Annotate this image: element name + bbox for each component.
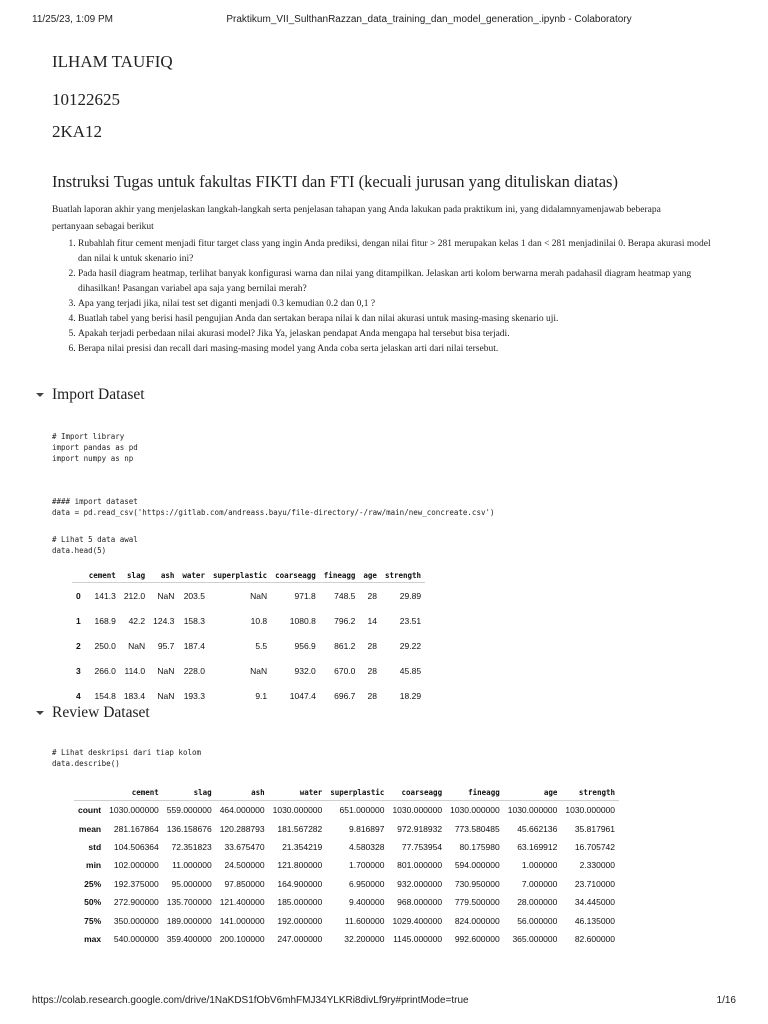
code-cell-import-dataset[interactable]: #### import dataset data = pd.read_csv('https://gitlab.com/andreass.bayu/file-directory/-/raw/main/new_concreate.csv') [52, 497, 495, 517]
task-item: 2. Pada hasil diagram heatmap, terlihat banyak konfigurasi warna dan nilai yang ditampilkan. Jelaskan arti kolom berwarna merah padahasil diagram heatmap yang dihasilkan! Pasangan variabel apa saja yang bernilai merah? [78, 267, 718, 297]
task-item: 4. Buatlah tabel yang berisi hasil pengujian Anda dan sertakan berapa nilai k dan nilai akurasi untuk masing-masing skenario uji. [78, 312, 718, 327]
table-cell: 28.000000 [517, 897, 558, 908]
row-index: 3 [76, 665, 81, 676]
table-cell: 228.0 [183, 665, 205, 676]
table-cell: 183.4 [123, 690, 146, 701]
table-cell: 1.700000 [349, 860, 385, 871]
section-title: Review Dataset [52, 704, 150, 721]
column-header: strength [381, 568, 425, 583]
table-cell: 45.85 [399, 665, 422, 676]
table-cell: 971.8 [294, 590, 316, 601]
section-review-dataset[interactable] [36, 704, 150, 722]
table-cell: 464.000000 [219, 805, 265, 816]
table-cell: 32.200000 [344, 933, 385, 944]
print-url: https://colab.research.google.com/drive/1NaKDS1fObV6mhFMJ34YLKRi8divLf9ry#printMode=true [32, 995, 469, 1006]
page-number: 1/16 [716, 995, 736, 1006]
table-cell: 42.2 [128, 615, 146, 626]
student-name-heading: ILHAM TAUFIQ [52, 52, 173, 71]
table-cell: 200.100000 [219, 933, 265, 944]
table-cell: 29.22 [399, 640, 422, 651]
table-cell: 124.3 [153, 615, 175, 626]
table-cell: 135.700000 [166, 897, 212, 908]
table-cell: 185.000000 [277, 897, 323, 908]
table-cell: NaN [157, 590, 175, 601]
table-cell: 4.580328 [349, 841, 385, 852]
describe-output-table [74, 784, 619, 948]
table-cell: 559.000000 [166, 805, 212, 816]
column-header: slag [120, 568, 149, 583]
table-cell: 34.445000 [574, 897, 616, 908]
column-header: strength [561, 784, 619, 801]
table-row [72, 583, 425, 609]
table-cell: 29.89 [399, 590, 422, 601]
table-cell: 16.705742 [574, 841, 616, 852]
task-item: 3. Apa yang terjadi jika, nilai test set diganti menjadi 0.3 kemudian 0.2 dan 0,1 ? [78, 297, 718, 312]
table-cell: 968.000000 [397, 897, 443, 908]
table-row [74, 856, 619, 874]
table-cell: 801.000000 [397, 860, 443, 871]
table-cell: 670.0 [334, 665, 356, 676]
table-cell: NaN [128, 640, 146, 651]
table-cell: 250.0 [94, 640, 116, 651]
table-cell: 18.29 [399, 690, 422, 701]
table-cell: 97.850000 [224, 878, 265, 889]
table-cell: 730.950000 [454, 878, 500, 889]
collapse-caret-icon[interactable] [36, 711, 44, 715]
table-cell: 247.000000 [277, 933, 323, 944]
instructions-title: Instruksi Tugas untuk fakultas FIKTI dan FTI (kecuali jurusan yang dituliskan diatas) [52, 172, 618, 191]
table-cell: 187.4 [183, 640, 205, 651]
table-cell: 359.400000 [166, 933, 212, 944]
table-cell: 141.000000 [219, 915, 265, 926]
table-cell: 2.330000 [579, 860, 616, 871]
table-cell: 28 [367, 640, 377, 651]
table-cell: 779.500000 [454, 897, 500, 908]
table-cell: 21.354219 [282, 841, 323, 852]
column-header: slag [163, 784, 216, 801]
code-cell-describe[interactable]: # Lihat deskripsi dari tiap kolom data.describe() [52, 748, 202, 768]
table-cell: 212.0 [123, 590, 146, 601]
table-cell: 35.817961 [574, 823, 616, 834]
table-cell: 594.000000 [454, 860, 500, 871]
table-cell: 189.000000 [166, 915, 212, 926]
table-row [72, 608, 425, 633]
table-cell: 9.816897 [349, 823, 385, 834]
table-cell: 11.600000 [344, 915, 385, 926]
table-cell: 9.400000 [349, 897, 385, 908]
table-cell: 773.580485 [454, 823, 500, 834]
task-item: 5. Apakah terjadi perbedaan nilai akurasi model? Jika Ya, jelaskan pendapat Anda mengapa hal tersebut bisa terjadi. [78, 327, 718, 342]
table-row [74, 893, 619, 911]
table-cell: 95.000000 [171, 878, 212, 889]
table-cell: 82.600000 [574, 933, 616, 944]
table-cell: 192.375000 [113, 878, 159, 889]
column-header: water [178, 568, 209, 583]
table-cell: 63.169912 [517, 841, 558, 852]
instructions-intro: Buatlah laporan akhir yang menjelaskan langkah-langkah serta penjelasan tahapan yang Anda lakukan pada praktikum ini, yang didalamnyamenjawab beberapa pertanyaan sebagai berikut [52, 205, 661, 232]
table-cell: 7.000000 [521, 878, 558, 889]
table-header-row [72, 568, 425, 583]
table-cell: 23.710000 [574, 878, 616, 889]
table-row [72, 633, 425, 658]
table-cell: 9.1 [255, 690, 268, 701]
table-cell: NaN [250, 590, 268, 601]
table-cell: 1030.000000 [109, 805, 159, 816]
column-header: superplastic [326, 784, 388, 801]
table-cell: 181.567282 [277, 823, 323, 834]
table-cell: 114.0 [124, 665, 146, 676]
table-header-row [74, 784, 619, 801]
table-cell: 1030.000000 [392, 805, 443, 816]
column-header: water [269, 784, 327, 801]
table-cell: 193.3 [183, 690, 205, 701]
column-header: ash [149, 568, 178, 583]
table-cell: 95.7 [157, 640, 175, 651]
index-header [74, 784, 105, 801]
table-cell: NaN [250, 665, 268, 676]
student-class-heading: 2KA12 [52, 122, 103, 141]
row-index: 0 [76, 590, 81, 601]
table-cell: 56.000000 [517, 915, 558, 926]
row-index: 50% [84, 897, 102, 908]
table-cell: 1029.400000 [392, 915, 443, 926]
table-cell: 14 [367, 615, 377, 626]
table-cell: 6.950000 [349, 878, 385, 889]
task-list [52, 237, 718, 357]
table-cell: 28 [367, 690, 377, 701]
table-cell: 956.9 [294, 640, 316, 651]
head-output-table [72, 568, 425, 708]
student-npm-heading: 10122625 [52, 90, 120, 109]
task-item: 6. Berapa nilai presisi dan recall dari masing-masing model yang Anda coba serta jelaskan arti dari nilai tersebut. [78, 342, 718, 357]
table-cell: 1080.8 [289, 615, 316, 626]
column-header: cement [85, 568, 120, 583]
table-cell: 28 [367, 590, 377, 601]
table-cell: 1030.000000 [507, 805, 558, 816]
row-index: 2 [76, 640, 81, 651]
row-index: count [78, 805, 102, 816]
table-cell: 1030.000000 [450, 805, 500, 816]
column-header: age [504, 784, 562, 801]
table-cell: 272.900000 [113, 897, 159, 908]
table-cell: 45.662136 [517, 823, 558, 834]
table-cell: NaN [157, 665, 175, 676]
table-cell: 23.51 [399, 615, 422, 626]
column-header: fineagg [446, 784, 504, 801]
table-cell: 121.400000 [219, 897, 265, 908]
table-cell: 1047.4 [289, 690, 316, 701]
table-cell: 266.0 [94, 665, 116, 676]
table-cell: 33.675470 [224, 841, 265, 852]
column-header: coarseagg [388, 784, 446, 801]
code-cell-head[interactable]: # Lihat 5 data awal data.head(5) [52, 535, 138, 555]
column-header: fineagg [320, 568, 360, 583]
column-header: cement [105, 784, 163, 801]
code-cell-import-library[interactable]: # Import library import pandas as pd import numpy as np [52, 432, 138, 463]
row-index: max [84, 933, 102, 944]
table-cell: 540.000000 [113, 933, 159, 944]
column-header: superplastic [209, 568, 271, 583]
table-cell: 80.175980 [459, 841, 500, 852]
table-cell: 154.8 [94, 690, 116, 701]
table-cell: 10.8 [250, 615, 268, 626]
table-cell: 796.2 [334, 615, 356, 626]
index-header [72, 568, 85, 583]
table-cell: 281.167864 [113, 823, 159, 834]
table-cell: 104.506364 [113, 841, 159, 852]
table-cell: 168.9 [94, 615, 116, 626]
table-cell: 11.000000 [172, 860, 212, 871]
table-cell: 992.600000 [454, 933, 500, 944]
table-cell: 24.500000 [224, 860, 265, 871]
row-index: 25% [84, 878, 102, 889]
table-row [74, 801, 619, 820]
table-cell: 824.000000 [454, 915, 500, 926]
column-header: ash [216, 784, 269, 801]
table-cell: 28 [367, 665, 377, 676]
table-cell: 136.158676 [166, 823, 212, 834]
collapse-caret-icon[interactable] [36, 393, 44, 397]
task-item: 1. Rubahlah fitur cement menjadi fitur target class yang ingin Anda prediksi, dengan nilai fitur > 281 merupakan kelas 1 dan < 281 menjadinilai 0. Berapa akurasi model dan nilai k untuk skenario ini? [78, 237, 718, 267]
table-row [74, 819, 619, 837]
table-cell: 932.0 [294, 665, 316, 676]
table-cell: 46.135000 [574, 915, 616, 926]
table-cell: 1030.000000 [272, 805, 323, 816]
row-index: min [86, 860, 102, 871]
table-row [74, 911, 619, 929]
table-cell: 164.900000 [277, 878, 323, 889]
table-cell: 1030.000000 [565, 805, 616, 816]
table-cell: 192.000000 [277, 915, 323, 926]
table-cell: 72.351823 [171, 841, 212, 852]
row-index: std [88, 841, 102, 852]
column-header: age [359, 568, 381, 583]
row-index: 75% [84, 915, 102, 926]
table-cell: NaN [157, 690, 175, 701]
table-cell: 77.753954 [401, 841, 443, 852]
row-index: 4 [76, 690, 81, 701]
table-row [74, 930, 619, 948]
row-index: mean [78, 823, 102, 834]
table-row [72, 658, 425, 683]
print-date: 11/25/23, 1:09 PM [32, 14, 113, 25]
section-title: Import Dataset [52, 386, 145, 403]
table-cell: 365.000000 [512, 933, 558, 944]
row-index: 1 [76, 615, 81, 626]
table-cell: 748.5 [334, 590, 356, 601]
print-header [32, 14, 736, 28]
table-cell: 350.000000 [113, 915, 159, 926]
print-footer [32, 995, 736, 1009]
table-cell: 121.800000 [277, 860, 323, 871]
column-header: coarseagg [271, 568, 320, 583]
table-cell: 158.3 [183, 615, 205, 626]
table-cell: 203.5 [183, 590, 205, 601]
print-document-title: Praktikum_VII_SulthanRazzan_data_training_dan_model_generation_.ipynb - Colaboratory [226, 14, 632, 25]
table-row [74, 838, 619, 856]
table-cell: 5.5 [255, 640, 268, 651]
table-cell: 120.288793 [219, 823, 265, 834]
table-row [74, 875, 619, 893]
table-cell: 1.000000 [521, 860, 558, 871]
section-import-dataset[interactable] [36, 386, 145, 404]
table-cell: 972.918932 [397, 823, 443, 834]
table-cell: 1145.000000 [393, 933, 443, 944]
table-cell: 141.3 [94, 590, 116, 601]
table-cell: 696.7 [334, 690, 356, 701]
table-cell: 861.2 [334, 640, 356, 651]
table-cell: 651.000000 [339, 805, 385, 816]
table-cell: 932.000000 [397, 878, 443, 889]
table-cell: 102.000000 [113, 860, 159, 871]
